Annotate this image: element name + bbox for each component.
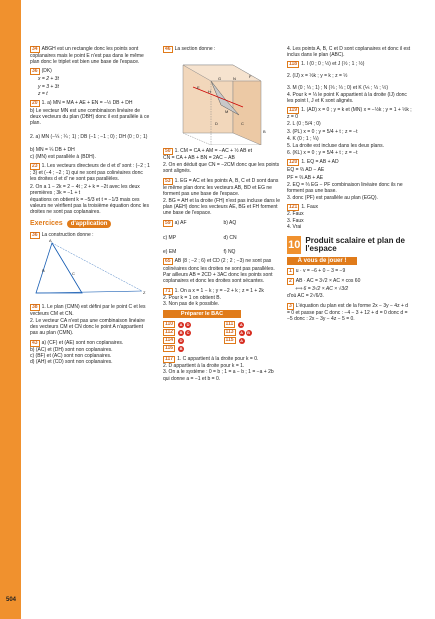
exercise-59 — [163, 220, 280, 255]
heading-exercises: Exercices — [30, 219, 63, 227]
answer-d: d) CN — [223, 234, 237, 241]
exercise-text: ABGH est un rectangle donc les points sont coplanaires mais le point E n'est pas dans le même plan donc le triplet est bien une base de l'espace. — [30, 46, 144, 66]
line-label: (DK) — [41, 68, 52, 75]
answer-c: c) (BF) et (AC) sont non coplanaires. — [30, 352, 112, 359]
chapter-header — [287, 236, 412, 254]
answer-6: 6. (KL) x = 0 ; y = 5/4 + t ; z = −t — [287, 150, 358, 157]
answer-letter-badge: A — [179, 321, 183, 327]
answer-letter-badge: B — [179, 329, 183, 335]
answer-2: 2. D appartient à la droite pour k = 1. — [163, 363, 245, 370]
exercise-number: 36 — [32, 68, 38, 75]
answer-2: 2. BG = AH et la droite (FH) n'est pas incluse dans le plan (AEH) donc les vecteurs AE, BG et FH forment une base de l'espace. — [163, 198, 280, 217]
answer-4: 4. Pour k = ⅓ le point K appartient à la droite (IJ) donc les point I, J et K sont alignés. — [287, 91, 407, 105]
section-figure — [163, 53, 275, 145]
answer: AB · AC = 3√2 × AC × cos 60 — [295, 278, 361, 285]
exercise-number: 71 — [165, 287, 171, 294]
jouer-3 — [287, 303, 412, 322]
answer-1-cont: CN = CA + AB + BN = 2AC − AB — [163, 155, 235, 161]
exercise-number: 110 — [165, 321, 174, 328]
page-sidebar — [0, 0, 21, 619]
point-label-d: D — [215, 121, 218, 126]
exercise-number: 121 — [289, 204, 298, 211]
answer-1a: 1. a) MN = MA + AE + EN = −½ DB + DH — [41, 100, 133, 107]
exercise-number: 46 — [165, 46, 171, 52]
point-label-b: B — [42, 267, 45, 273]
exercise-53 — [163, 178, 280, 217]
exercise-number: 117 — [165, 356, 174, 363]
point-label-g: G — [218, 76, 222, 81]
answer-3: 3. On a le système : 0 = b ; 1 = a − b ; 1 = −a + 2b — [163, 369, 274, 376]
bac-heading: Préparer le BAC — [163, 310, 241, 318]
exercise-number: 53 — [165, 177, 171, 184]
point-label-a: A — [49, 238, 52, 243]
answer-cont: ⟺ 6 = 3√2 × AC × √3/2 — [295, 286, 349, 293]
answer-2: 2. On en déduit que CN = −2CM donc que les points sont alignés. — [163, 162, 280, 175]
answer-1: AB (8 ; −2 ; 6) et CD (2 ; 2 ; −3) ne sont pas — [174, 258, 272, 265]
answer-letter-badge: A — [240, 337, 244, 343]
exercise-number: 2 — [289, 278, 292, 285]
answer-1-eq: EQ = ⅔ AD − AE — [287, 167, 325, 174]
exercise-65 — [163, 258, 280, 285]
answer-1: 1. Faux — [301, 204, 319, 211]
jouer-2 — [287, 278, 412, 299]
system-line: x = 2 + 3t — [38, 76, 59, 83]
answer-letter-badge: A — [240, 329, 244, 335]
answer-b: b) (AC) et (DH) sont non coplanaires. — [30, 346, 113, 353]
exercise-number: 115 — [225, 337, 234, 344]
exercise-number: 65 — [165, 258, 171, 265]
answer-a: a) (CF) et (AE) sont non coplanaires. — [41, 339, 124, 346]
answer: u · v = −6 + 0 − 3 = −9 — [295, 268, 346, 275]
answer-e: e) EM — [163, 248, 177, 255]
answer-1b: b) Le vecteur MN est une combinaison linéaire de deux vecteurs du plan (DBH) donc il est parallèle à ce plan. — [30, 108, 150, 127]
exercise-34 — [30, 46, 150, 65]
answer-2-cont: équations on obtient k = −5/3 et t = −1/3 mais ces valeurs ne vérifient pas la troisième équation donc les droites ne sont pas coplanaires. — [30, 197, 149, 216]
answer-1-cont: colinéaires donc les droites ne sont pas parallèles. Par ailleurs AB = 2CD + 3AC donc les points sont coplanaires et donc les droites sont sécantes. — [163, 266, 275, 285]
point-label-m: M — [225, 109, 229, 114]
answer-2: 2. Pour k = 1 on obtient B. — [163, 294, 221, 301]
exercise-number: 36 — [32, 231, 38, 238]
exercise-117 — [163, 356, 280, 382]
exercise-36b — [30, 232, 150, 301]
exercise-118 — [287, 61, 412, 104]
bac-answers — [163, 321, 280, 352]
exercise-number: 23 — [32, 163, 38, 170]
exercise-23 — [30, 163, 150, 215]
answer-2: 2. EQ = ⅔ EG − PF combinaison linéaire donc ils ne forment pas une base. — [287, 181, 403, 195]
answer-letter-badge: B — [247, 329, 251, 335]
exercise-71 — [163, 288, 280, 307]
exercise-number: 113 — [225, 329, 234, 336]
column-2 — [163, 46, 280, 385]
exercise-119 — [287, 107, 412, 156]
exercise-number: 59 — [165, 219, 171, 226]
system-line: z = t — [38, 90, 48, 97]
exercise-number: 119 — [289, 107, 298, 114]
answer-1: 1. Les vecteurs directeurs de d et d' sont : (−2 ; 1 ; 3) et (−4 ; −2 ; 1) qui ne sont pas colinéaires donc les droites d et d' ne sont pas parallèles. — [30, 163, 150, 183]
bac-item — [224, 321, 281, 328]
exercise-number: 20 — [32, 100, 38, 107]
answer-d: d) (AH) et (CD) sont non coplanaires. — [30, 359, 113, 366]
answer-1: 1. EQ = AB + AD — [301, 159, 339, 166]
answer-1: 1. I (0 ; 0 ; ½) et J (½ ; 1 ; ½) — [301, 61, 365, 68]
exercise-text: La section donne : — [174, 46, 216, 52]
answer-2b: b) MN = ¼ DB + DH — [30, 146, 75, 153]
system-line: y = 3 + 3t — [38, 83, 59, 90]
bac-item — [163, 321, 220, 328]
construction-figure — [30, 239, 148, 301]
point-label-z: Z — [143, 289, 146, 295]
answer-1: 1. (AD) x = 0 ; y = k et (MN) x = −½k ; y = 1 + ½k ; z = 0 — [287, 107, 412, 121]
answer-2c: c) (MN) est parallèle à (BDH). — [30, 154, 96, 161]
chapter-number: 10 — [287, 236, 301, 254]
bac-item — [224, 329, 281, 336]
exercise-number: 112 — [165, 329, 174, 336]
answer-1: 1. Le plan (CMN) est défini par le point C et les vecteurs CM et CN. — [30, 303, 146, 317]
heading-application: d'application — [67, 220, 112, 228]
answer-2: 2. Faux — [287, 211, 304, 218]
exercise-number: 38 — [32, 303, 38, 310]
answer-1: 1. C appartient à la droite pour k = 0. — [177, 356, 259, 363]
exercise-number: 50 — [165, 148, 171, 154]
answer-f: f) NQ — [223, 248, 236, 255]
answer-3: 3. donc (PF) est parallèle au plan (EGQ). — [287, 195, 378, 202]
answer-letter-badge: B — [179, 345, 183, 351]
answer-2: 2. On a 1 − 2k = 2 − 4t ; 2 + k = −2t avec les deux premières ; 3k = −1 + t — [30, 183, 140, 196]
exercise-120 — [287, 159, 412, 201]
a-vous-de-jouer-heading: À vous de jouer ! — [287, 257, 357, 265]
answer-1: 1. On a x = 1 − k ; y = −2 + k ; z = 1 + 2k — [174, 287, 264, 294]
point-label-b: B — [263, 129, 266, 134]
point-label-c: C — [241, 121, 244, 126]
page-number: 504 — [6, 597, 17, 603]
answer-4: 4. K (0 ; 1 ; ¼) — [287, 135, 319, 142]
answer-1: 1. EG = AC et les points A, B, C et D sont dans le même plan donc les vecteurs AB, BD et EG ne forment pas une base de l'espace. — [163, 177, 279, 197]
exercise-20 — [30, 100, 150, 160]
answer-letter-badge: C — [186, 329, 190, 335]
exercise-number: 118 — [289, 61, 298, 68]
answer-letter-badge: A — [239, 321, 243, 327]
answer-2: 2. L (0 ; 5/4 ; 0) — [287, 121, 321, 128]
answer-result: d'où AC = 2√6/3. — [287, 293, 324, 300]
answer: L'équation du plan est de la forme 2x − 3y − 4z + d = 0 et passe par C donc : −4 − 3 + 12 + d = 0 donc d = −5 donc : 2x − 3y − 4z − 5 = 0. — [287, 302, 409, 322]
chapter-title: Produit scalaire et plan de l'espace — [305, 235, 406, 254]
exercise-number: 120 — [289, 159, 298, 166]
answer-c: c) MP — [163, 234, 177, 241]
exercise-number: 116 — [165, 345, 174, 352]
answer-letter-badge: D — [179, 337, 183, 343]
point-label-c: C — [72, 270, 75, 276]
answer-3: 3. (PL) x = 0 ; y = 5/4 + t ; z = −t — [287, 128, 358, 135]
bac-item — [224, 337, 281, 344]
exercise-43 — [30, 340, 150, 366]
exercises-heading — [30, 220, 150, 228]
answer-3: 3. M (0 ; ⅓ ; 1) ; N (⅓ ; ⅓ ; 0) et K (⅙ ; ⅓ ; ½) — [287, 84, 388, 91]
exercise-38 — [30, 304, 150, 337]
answer-letter-badge: D — [186, 321, 190, 327]
exercise-121 — [287, 204, 412, 230]
exercise-number: 3 — [289, 302, 292, 309]
exercise-number: 111 — [225, 321, 234, 328]
jouer-1 — [287, 268, 412, 275]
exercise-46 — [163, 46, 280, 145]
exercise-number: 34 — [32, 46, 38, 52]
answer-2: 2. Le vecteur CA n'est pas une combinaison linéaire des vecteurs CM et CN donc le point A n'appartient pas au plan (CMN). — [30, 318, 145, 337]
answer-2a: 2. a) MN (−¼ ; ¼ ; 1) ; DB (−1 ; −1 ; 0) ; DH (0 ; 0 ; 1) — [30, 133, 148, 140]
answer-1-pf: PF = ⅔ AB + AE — [287, 174, 324, 181]
exercise-text: La construction donne : — [41, 231, 94, 238]
answer-1: 1. CM = CA + AM = −AC + ½ AB et — [174, 148, 252, 154]
column-1 — [30, 46, 150, 368]
bac-item — [163, 345, 220, 352]
point-label-h: H — [208, 89, 211, 94]
answer-a: a) AF — [174, 219, 187, 226]
answer-3: 3. Faux — [287, 217, 304, 224]
answer-4: 4. Vrai — [287, 223, 302, 230]
exercise-number: 114 — [165, 337, 174, 344]
column-3 — [287, 46, 412, 325]
answer-2: 2. (IJ) x = ½k ; y = k ; z = ½ — [287, 73, 348, 80]
exercise-number: 1 — [289, 268, 292, 275]
continued-answer: 4. Les points A, B, C et D sont coplanaires et donc il est inclus dans le plan (ABC). — [287, 46, 411, 59]
exercise-number: 43 — [32, 339, 38, 346]
exercise-36 — [30, 68, 150, 97]
exercise-50 — [163, 148, 280, 175]
answer-5: 5. La droite est incluse dans les deux plans. — [287, 143, 385, 150]
answer-3-cont: qui donne a = −1 et b = 0. — [163, 375, 221, 382]
point-label-e: E — [197, 85, 200, 90]
answer-b: b) AQ — [223, 219, 237, 226]
answer-3: 3. Non pas de k possible. — [163, 300, 220, 307]
point-label-n: N — [233, 76, 236, 81]
bac-item — [163, 329, 220, 336]
bac-item — [163, 337, 220, 344]
point-label-f: F — [249, 74, 252, 79]
